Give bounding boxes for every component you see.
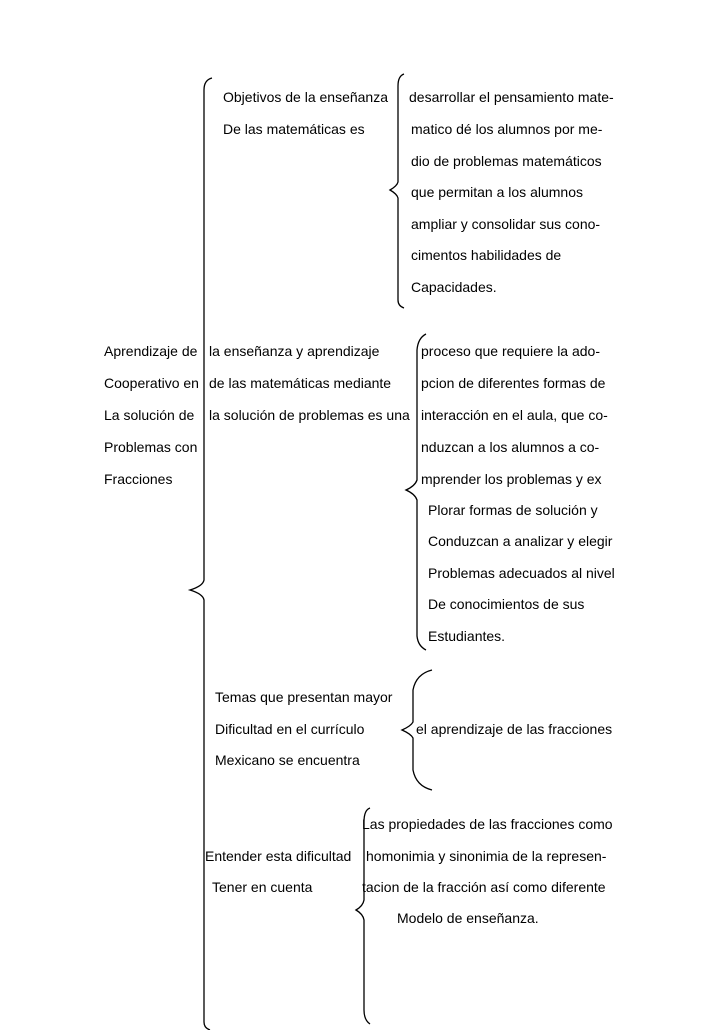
process-text: Estudiantes. — [428, 628, 506, 644]
process-text: De conocimientos de sus — [428, 596, 585, 612]
root-line: Cooperativo en — [104, 375, 199, 391]
objectives-text: matico dé los alumnos por me- — [411, 121, 603, 137]
understanding-text: tacion de la fracción así como diferente — [362, 879, 606, 895]
main-brace — [190, 78, 212, 1030]
teaching-label: la enseñanza y aprendizaje — [209, 343, 380, 359]
process-text: interacción en el aula, que co- — [421, 407, 608, 423]
root-line: Problemas con — [104, 439, 198, 455]
root-line: Fracciones — [104, 471, 173, 487]
objectives-text: dio de problemas matemáticos — [411, 153, 602, 169]
root-line: La solución de — [104, 407, 195, 423]
root-line: Aprendizaje de — [104, 343, 198, 359]
topics-label: Mexicano se encuentra — [215, 752, 360, 768]
process-text: Conduzcan a analizar y elegir — [428, 533, 613, 549]
understanding-label: Tener en cuenta — [212, 879, 313, 895]
understanding-text: Modelo de enseñanza. — [397, 910, 539, 926]
objectives-text: Capacidades. — [411, 279, 497, 295]
objectives-label: Objetivos de la enseñanza — [223, 89, 388, 105]
process-text: proceso que requiere la ado- — [421, 343, 601, 359]
objectives-text: cimentos habilidades de — [411, 247, 562, 263]
objectives-label: De las matemáticas es — [223, 121, 365, 137]
process-text: Plorar formas de solución y — [428, 502, 598, 518]
understanding-text: Las propiedades de las fracciones como — [362, 816, 613, 832]
process-text: nduzcan a los alumnos a co- — [421, 439, 600, 455]
teaching-label: de las matemáticas mediante — [209, 375, 392, 391]
objectives-text: ampliar y consolidar sus cono- — [411, 216, 601, 232]
topics-label: Temas que presentan mayor — [215, 689, 393, 705]
objectives-text: desarrollar el pensamiento mate- — [409, 89, 614, 105]
process-text: Problemas adecuados al nivel — [428, 565, 615, 581]
objectives-text: que permitan a los alumnos — [411, 184, 583, 200]
understanding-brace — [356, 808, 370, 1024]
understanding-label: Entender esta dificultad — [205, 848, 352, 864]
understanding-text: homonimia y sinonimia de la represen- — [366, 848, 607, 864]
process-text: pcion de diferentes formas de — [421, 375, 606, 391]
process-text: mprender los problemas y ex — [421, 471, 602, 487]
objectives-brace — [390, 74, 404, 308]
topics-label: Dificultad en el currículo — [215, 721, 365, 737]
topics-text: el aprendizaje de las fracciones — [416, 721, 613, 737]
teaching-label: la solución de problemas es una — [209, 407, 410, 423]
